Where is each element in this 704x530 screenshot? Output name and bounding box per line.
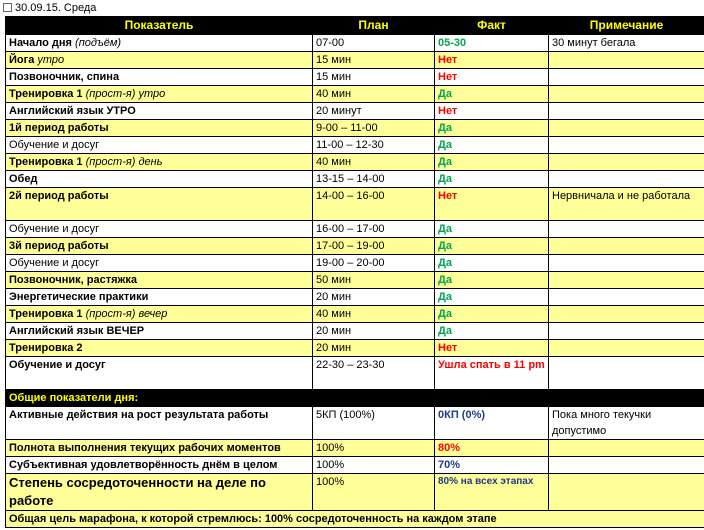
table-row [6,255,704,272]
note-cell [549,171,704,188]
fact-cell: Да [435,120,549,137]
note-cell [549,289,704,306]
document-date [0,0,96,16]
indicator-cell [6,86,313,103]
indicator-cell [6,35,313,52]
plan-cell: 13-15 – 14-00 [313,171,435,188]
indicator-cell [6,272,313,289]
note-cell [549,86,704,103]
indicator-label: Тренировка 1 [9,156,83,168]
indicator-cell [6,103,313,120]
fact-cell: 05-30 [435,35,549,52]
fact-cell: Нет [435,340,549,357]
fact-cell: Да [435,238,549,255]
summary-label: Полнота выполнения текущих рабочих моментов [6,440,313,457]
fact-cell: Нет [435,52,549,69]
indicator-label: Обучение и досуг [9,359,106,371]
summary-row [6,457,704,474]
note-cell [549,69,704,86]
table-row [6,289,704,306]
plan-cell: 11-00 – 12-30 [313,137,435,154]
plan-cell: 20 минут [313,103,435,120]
column-header-indicator: Показатель [6,17,313,35]
plan-cell: 9-00 – 11-00 [313,120,435,137]
note-cell: Нервничала и не работала [549,188,704,221]
indicator-label: Английский язык УТРО [9,105,136,117]
note-cell [549,306,704,323]
table-row [6,137,704,154]
plan-cell: 19-00 – 20-00 [313,255,435,272]
fact-cell: Да [435,221,549,238]
note-cell [549,255,704,272]
indicator-label: Йога [9,54,35,66]
plan-cell: 40 мин [313,86,435,103]
note-cell [549,52,704,69]
fact-cell: Да [435,137,549,154]
indicator-qualifier: (прост-я) утро [82,88,166,100]
summary-label: Субъективная удовлетворённость днём в целом [6,457,313,474]
fact-cell: Да [435,272,549,289]
indicator-cell [6,357,313,390]
table-row [6,120,704,137]
summary-fact: 80% [435,440,549,457]
table-row [6,221,704,238]
note-cell [549,238,704,255]
day-plan-table [5,16,704,528]
indicator-cell [6,255,313,272]
table-move-handle-icon[interactable] [3,3,12,12]
note-cell [549,340,704,357]
plan-cell: 16-00 – 17-00 [313,221,435,238]
summary-note [549,440,704,457]
table-row [6,357,704,390]
fact-cell: Нет [435,188,549,221]
indicator-cell [6,137,313,154]
table-row [6,188,704,221]
fact-cell: Да [435,289,549,306]
plan-cell: 15 мин [313,69,435,86]
footer-row [6,511,704,528]
indicator-qualifier: (прост-я) вечер [82,308,168,320]
table-row [6,69,704,86]
note-cell [549,221,704,238]
plan-cell: 20 мин [313,340,435,357]
note-cell [549,103,704,120]
footer-text: Общая цель марафона, к которой стремлюсь: 100% сосредоточенность на каждом этапе [6,511,704,528]
note-cell: 30 минут бегала [549,35,704,52]
summary-row [6,440,704,457]
plan-cell: 20 мин [313,289,435,306]
table-row [6,154,704,171]
plan-cell: 22-30 – 23-30 [313,357,435,390]
indicator-label: Обучение и досуг [9,257,100,269]
column-header-fact: Факт [435,17,549,35]
indicator-cell [6,154,313,171]
table-row [6,272,704,289]
table-row [6,52,704,69]
summary-row [6,474,704,511]
summary-plan: 5КП (100%) [313,407,435,440]
indicator-cell [6,289,313,306]
summary-row [6,407,704,440]
summary-plan: 100% [313,457,435,474]
summary-fact: 0КП (0%) [435,407,549,440]
indicator-label: Тренировка 1 [9,88,83,100]
table-row [6,238,704,255]
fact-cell: Да [435,306,549,323]
indicator-label: Обед [9,173,38,185]
indicator-qualifier: (подъём) [71,37,122,49]
indicator-cell [6,221,313,238]
indicator-label: 3й период работы [9,240,109,252]
note-cell [549,120,704,137]
table-row [6,35,704,52]
table-row [6,340,704,357]
fact-cell: Да [435,255,549,272]
indicator-qualifier: (прост-я) день [82,156,163,168]
indicator-label: Английский язык ВЕЧЕР [9,325,145,337]
table-header-row [6,17,704,35]
fact-cell: Нет [435,103,549,120]
plan-cell: 40 мин [313,306,435,323]
summary-note [549,474,704,511]
date-text: 30.09.15. Среда [15,2,97,14]
table-row [6,86,704,103]
section-row [6,390,704,407]
note-cell [549,357,704,390]
plan-cell: 50 мин [313,272,435,289]
summary-fact: 80% на всех этапах [435,474,549,511]
indicator-cell [6,340,313,357]
fact-cell: Да [435,86,549,103]
indicator-label: Начало дня [9,37,72,49]
plan-cell: 15 мин [313,52,435,69]
indicator-label: Позвоночник, растяжка [9,274,137,286]
indicator-label: Обучение и досуг [9,223,100,235]
indicator-label: 2й период работы [9,190,109,202]
section-fill [313,390,704,407]
note-cell [549,272,704,289]
plan-cell: 40 мин [313,154,435,171]
summary-label: Степень сосредоточенности на деле по работе [6,474,313,511]
plan-cell: 07-00 [313,35,435,52]
fact-cell: Ушла спать в 11 pm [435,357,549,390]
table-row [6,171,704,188]
indicator-label: Позвоночник, спина [9,71,120,83]
fact-cell: Да [435,171,549,188]
plan-cell: 20 мин [313,323,435,340]
summary-note: Пока много текучки допустимо [549,407,704,440]
summary-fact: 70% [435,457,549,474]
indicator-label: 1й период работы [9,122,109,134]
indicator-label: Тренировка 1 [9,308,83,320]
plan-cell: 17-00 – 19-00 [313,238,435,255]
fact-cell: Да [435,154,549,171]
note-cell [549,323,704,340]
indicator-cell [6,69,313,86]
indicator-cell [6,188,313,221]
indicator-cell [6,238,313,255]
summary-plan: 100% [313,474,435,511]
note-cell [549,154,704,171]
column-header-plan: План [313,17,435,35]
column-header-note: Примечание [549,17,704,35]
indicator-label: Энергетические практики [9,291,149,303]
table-row [6,103,704,120]
indicator-cell [6,306,313,323]
table-row [6,323,704,340]
summary-plan: 100% [313,440,435,457]
indicator-label: Тренировка 2 [9,342,83,354]
table-row [6,306,704,323]
section-title: Общие показатели дня: [6,390,313,407]
indicator-cell [6,323,313,340]
summary-label: Активные действия на рост результата работы [6,407,313,440]
indicator-cell [6,120,313,137]
summary-note [549,457,704,474]
indicator-cell [6,171,313,188]
indicator-qualifier: утро [34,54,65,66]
note-cell [549,137,704,154]
fact-cell: Нет [435,69,549,86]
fact-cell: Да [435,323,549,340]
indicator-cell [6,52,313,69]
plan-cell: 14-00 – 16-00 [313,188,435,221]
indicator-label: Обучение и досуг [9,139,100,151]
